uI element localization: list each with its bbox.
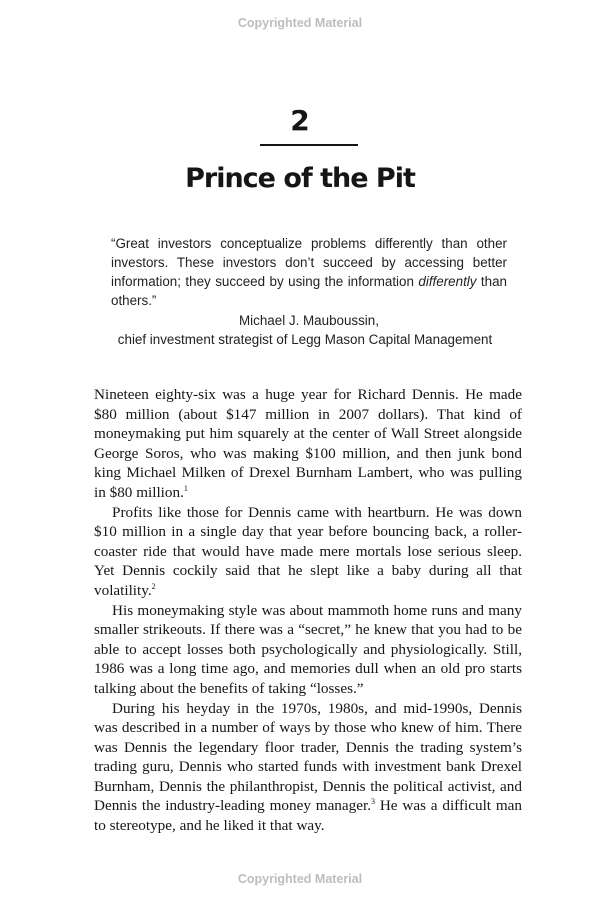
body-text (94, 385, 522, 836)
paragraph-1 (94, 385, 522, 503)
watermark-top: Copyrighted Material (237, 16, 363, 30)
paragraph-1-text: Nineteen eighty-six was a huge year for Richard Dennis. He made $80 million (about $147 million in 2007 dollars). That kind of moneymaking put him squarely at the center of Wall Street alongside George Soros, who was making $100 million, and then junk bond king Michael Milken of Drexel Burnham Lambert, who was pulling in $80 million. (94, 386, 522, 501)
paragraph-3 (94, 601, 522, 699)
paragraph-4-text-end: He was a difficult man to stereotype, and he liked it that way. (94, 797, 522, 835)
chapter-number: 2 (290, 104, 310, 137)
paragraph-2 (94, 503, 522, 601)
epigraph-author: Michael J. Mauboussin, (239, 313, 379, 328)
epigraph (111, 234, 507, 310)
epigraph-quote-end: than others.” (111, 274, 507, 308)
epigraph-author-role: chief investment strategist of Legg Mason Capital Management (117, 332, 493, 347)
footnote-ref-3[interactable]: 3 (371, 797, 375, 807)
chapter-title: Prince of the Pit (185, 163, 415, 194)
paragraph-3-text: His moneymaking style was about mammoth home runs and many smaller strikeouts. If there was a “secret,” he knew that you had to be able to accept losses both psychologically and physiologically. Still, 1986 was a long time ago, and memories dull when an old pro starts talking about the benefits of taking “losses.” (94, 601, 522, 697)
paragraph-4 (94, 699, 522, 836)
epigraph-emphasis: differently (418, 274, 477, 289)
epigraph-quote-start: “Great investors conceptualize problems differently than other investors. These investors don’t succeed by accessing better information; they succeed by using the information (111, 236, 507, 289)
paragraph-2-text: Profits like those for Dennis came with heartburn. He was down $10 million in a single day that year before bouncing back, a roller-coaster ride that would have made mere mortals lose serious sleep. Yet Dennis cockily said that he slept like a baby during all that volatility. (94, 503, 522, 599)
paragraph-4-text-start: During his heyday in the 1970s, 1980s, and mid-1990s, Dennis was described in a number of ways by those who knew of him. There was Dennis the legendary floor trader, Dennis the trading system’s trading guru, Dennis who started funds with investment bank Drexel Burnham, Dennis the philanthropist, Dennis the political activist, and Dennis the industry-leading money manager. (94, 699, 522, 815)
watermark-bottom: Copyrighted Material (237, 872, 363, 886)
epigraph-quote (111, 234, 507, 310)
chapter-rule (260, 144, 358, 146)
footnote-ref-1[interactable]: 1 (183, 483, 188, 493)
footnote-ref-2[interactable]: 2 (151, 581, 156, 591)
